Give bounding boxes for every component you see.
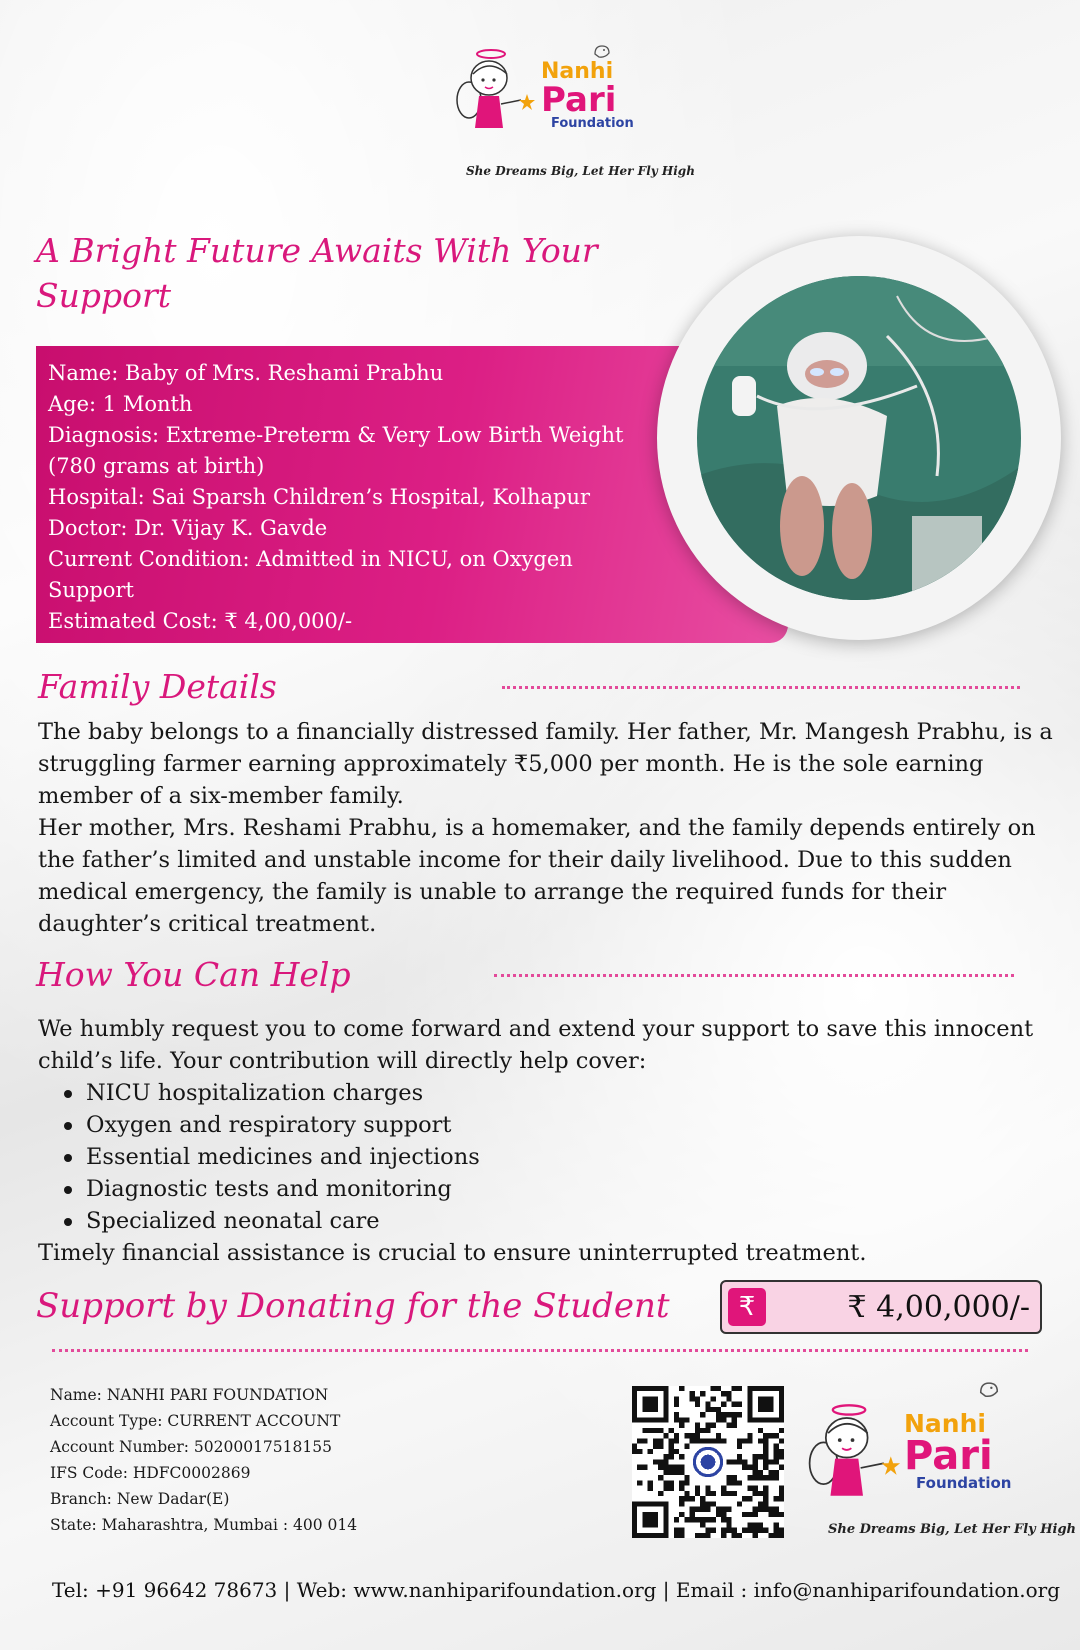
bank-branch: Branch: New Dadar(E) bbox=[50, 1490, 230, 1508]
header-logo bbox=[455, 42, 655, 142]
logo-pari-text: Pari bbox=[904, 1433, 993, 1479]
family-paragraph-1: The baby belongs to a financially distressed family. Her father, Mr. Mangesh Prabhu, is a struggling farmer earning approximately ₹5,000 per month. He is the sole earning member of a six-member family. bbox=[38, 719, 1053, 809]
hero-title bbox=[36, 228, 636, 318]
help-list bbox=[38, 1077, 1058, 1237]
footer-logo bbox=[806, 1396, 1036, 1496]
logo-foundation-text: Foundation bbox=[551, 115, 634, 131]
bank-name: Name: NANHI PARI FOUNDATION bbox=[50, 1386, 329, 1404]
help-text bbox=[38, 1013, 1058, 1269]
hero-title-line2: Support bbox=[36, 276, 172, 315]
donate-divider bbox=[52, 1349, 1028, 1352]
donation-amount-box bbox=[720, 1280, 1042, 1334]
logo-foundation-text: Foundation bbox=[916, 1474, 1012, 1492]
help-heading: How You Can Help bbox=[36, 955, 351, 994]
help-item: Diagnostic tests and monitoring bbox=[38, 1173, 1058, 1205]
family-text bbox=[38, 716, 1058, 940]
bank-details bbox=[50, 1382, 570, 1538]
hero-title-line1: A Bright Future Awaits With Your bbox=[36, 231, 598, 270]
fairy-icon bbox=[806, 1396, 890, 1496]
patient-diagnosis-2: (780 grams at birth) bbox=[48, 454, 265, 478]
patient-photo bbox=[697, 276, 1021, 600]
logo-nanhi-text: Nanhi bbox=[541, 58, 614, 84]
help-item: Specialized neonatal care bbox=[38, 1205, 1058, 1237]
family-heading: Family Details bbox=[38, 667, 277, 706]
bank-account-type: Account Type: CURRENT ACCOUNT bbox=[50, 1412, 341, 1430]
patient-hospital: Hospital: Sai Sparsh Children’s Hospital, Kolhapur bbox=[48, 485, 591, 509]
help-item: Essential medicines and injections bbox=[38, 1141, 1058, 1173]
patient-condition-2: Support bbox=[48, 578, 134, 602]
patient-condition-1: Current Condition: Admitted in NICU, on Oxygen bbox=[48, 547, 573, 571]
family-divider bbox=[502, 686, 1020, 689]
logo-pari-text: Pari bbox=[541, 79, 617, 120]
header-tagline: She Dreams Big, Let Her Fly High bbox=[466, 164, 695, 178]
donate-heading: Support by Donating for the Student bbox=[36, 1286, 670, 1326]
rupee-icon: ₹ bbox=[728, 1288, 766, 1326]
footer-tagline: She Dreams Big, Let Her Fly High bbox=[828, 1522, 1077, 1537]
bank-ifsc: IFS Code: HDFC0002869 bbox=[50, 1464, 251, 1482]
bank-account-number: Account Number: 50200017518155 bbox=[50, 1438, 332, 1456]
fairy-icon bbox=[455, 42, 539, 142]
patient-age: Age: 1 Month bbox=[48, 392, 193, 416]
patient-diagnosis-1: Diagnosis: Extreme-Preterm & Very Low Birth Weight bbox=[48, 423, 624, 447]
donation-amount: ₹ 4,00,000/- bbox=[847, 1289, 1030, 1325]
patient-cost: Estimated Cost: ₹ 4,00,000/- bbox=[48, 609, 353, 633]
bank-state: State: Maharashtra, Mumbai : 400 014 bbox=[50, 1516, 358, 1534]
patient-name: Name: Baby of Mrs. Reshami Prabhu bbox=[48, 361, 444, 385]
payment-qr-code[interactable] bbox=[632, 1386, 784, 1538]
help-item: Oxygen and respiratory support bbox=[38, 1109, 1058, 1141]
help-closing: Timely financial assistance is crucial to ensure uninterrupted treatment. bbox=[38, 1240, 867, 1266]
family-paragraph-2: Her mother, Mrs. Reshami Prabhu, is a homemaker, and the family depends entirely on the father’s limited and unstable income for their daily livelihood. Due to this sudden medical emergency, the family is unable to arrange the required funds for their daughter’s critical treatment. bbox=[38, 815, 1036, 937]
bird-icon bbox=[591, 40, 613, 66]
bird-icon bbox=[976, 1376, 1002, 1406]
patient-photo-frame bbox=[657, 236, 1061, 640]
help-item: NICU hospitalization charges bbox=[38, 1077, 1058, 1109]
patient-doctor: Doctor: Dr. Vijay K. Gavde bbox=[48, 516, 328, 540]
help-divider bbox=[494, 974, 1014, 977]
footer-contact[interactable]: Tel: +91 96642 78673 | Web: www.nanhiparifoundation.org | Email : info@nanhiparifoundation.org bbox=[52, 1578, 1061, 1602]
help-intro: We humbly request you to come forward and extend your support to save this innocent child’s life. Your contribution will directly help cover: bbox=[38, 1016, 1034, 1074]
logo-nanhi-text: Nanhi bbox=[904, 1409, 986, 1438]
